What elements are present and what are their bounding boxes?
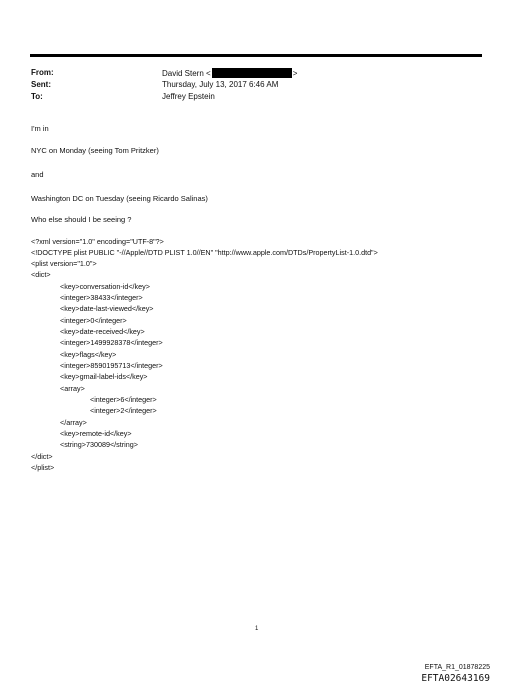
body-line: I'm in [31,124,49,133]
plist-line: <!DOCTYPE plist PUBLIC "-//Apple//DTD PLIST 1.0//EN" "http://www.apple.com/DTDs/PropertyList-1.0.dtd"> [31,248,378,257]
from-name: David Stern < [162,69,211,78]
to-label: To: [31,92,43,101]
plist-line: <key>conversation-id</key> [60,282,150,291]
header-rule [30,54,482,57]
plist-line: <dict> [31,270,51,279]
plist-line: <string>730089</string> [60,440,138,449]
body-line: Washington DC on Tuesday (seeing Ricardo Salinas) [31,194,208,203]
plist-line: <key>date-received</key> [60,327,145,336]
plist-line: <key>flags</key> [60,350,117,359]
from-close: > [292,69,298,78]
plist-line: <integer>8590195713</integer> [60,361,163,370]
plist-line: </array> [60,418,87,427]
sent-value: Thursday, July 13, 2017 6:46 AM [162,80,279,89]
plist-line: <integer>6</integer> [90,395,157,404]
page-number: 1 [255,626,259,632]
plist-line: <array> [60,384,85,393]
to-value: Jeffrey Epstein [162,92,215,101]
plist-line: <plist version="1.0"> [31,259,97,268]
plist-line: <integer>2</integer> [90,406,157,415]
plist-line: <key>date-last-viewed</key> [60,304,154,313]
bates-number-primary: EFTA_R1_01878225 [424,664,490,671]
plist-line: <integer>0</integer> [60,316,127,325]
from-value [162,68,297,78]
sent-label: Sent: [31,80,51,89]
from-label: From: [31,68,54,77]
body-line: and [31,170,44,179]
plist-line: <?xml version="1.0" encoding="UTF-8"?> [31,237,164,246]
plist-line: </plist> [31,463,55,472]
plist-line: <key>gmail-label-ids</key> [60,372,148,381]
plist-line: <integer>38433</integer> [60,293,143,302]
plist-line: <integer>1499928378</integer> [60,338,163,347]
body-line: NYC on Monday (seeing Tom Pritzker) [31,146,159,155]
bates-number-secondary: EFTA02643169 [421,673,490,684]
body-line: Who else should I be seeing ? [31,215,132,224]
redaction-box [212,68,292,78]
plist-line: <key>remote-id</key> [60,429,132,438]
plist-line: </dict> [31,452,53,461]
